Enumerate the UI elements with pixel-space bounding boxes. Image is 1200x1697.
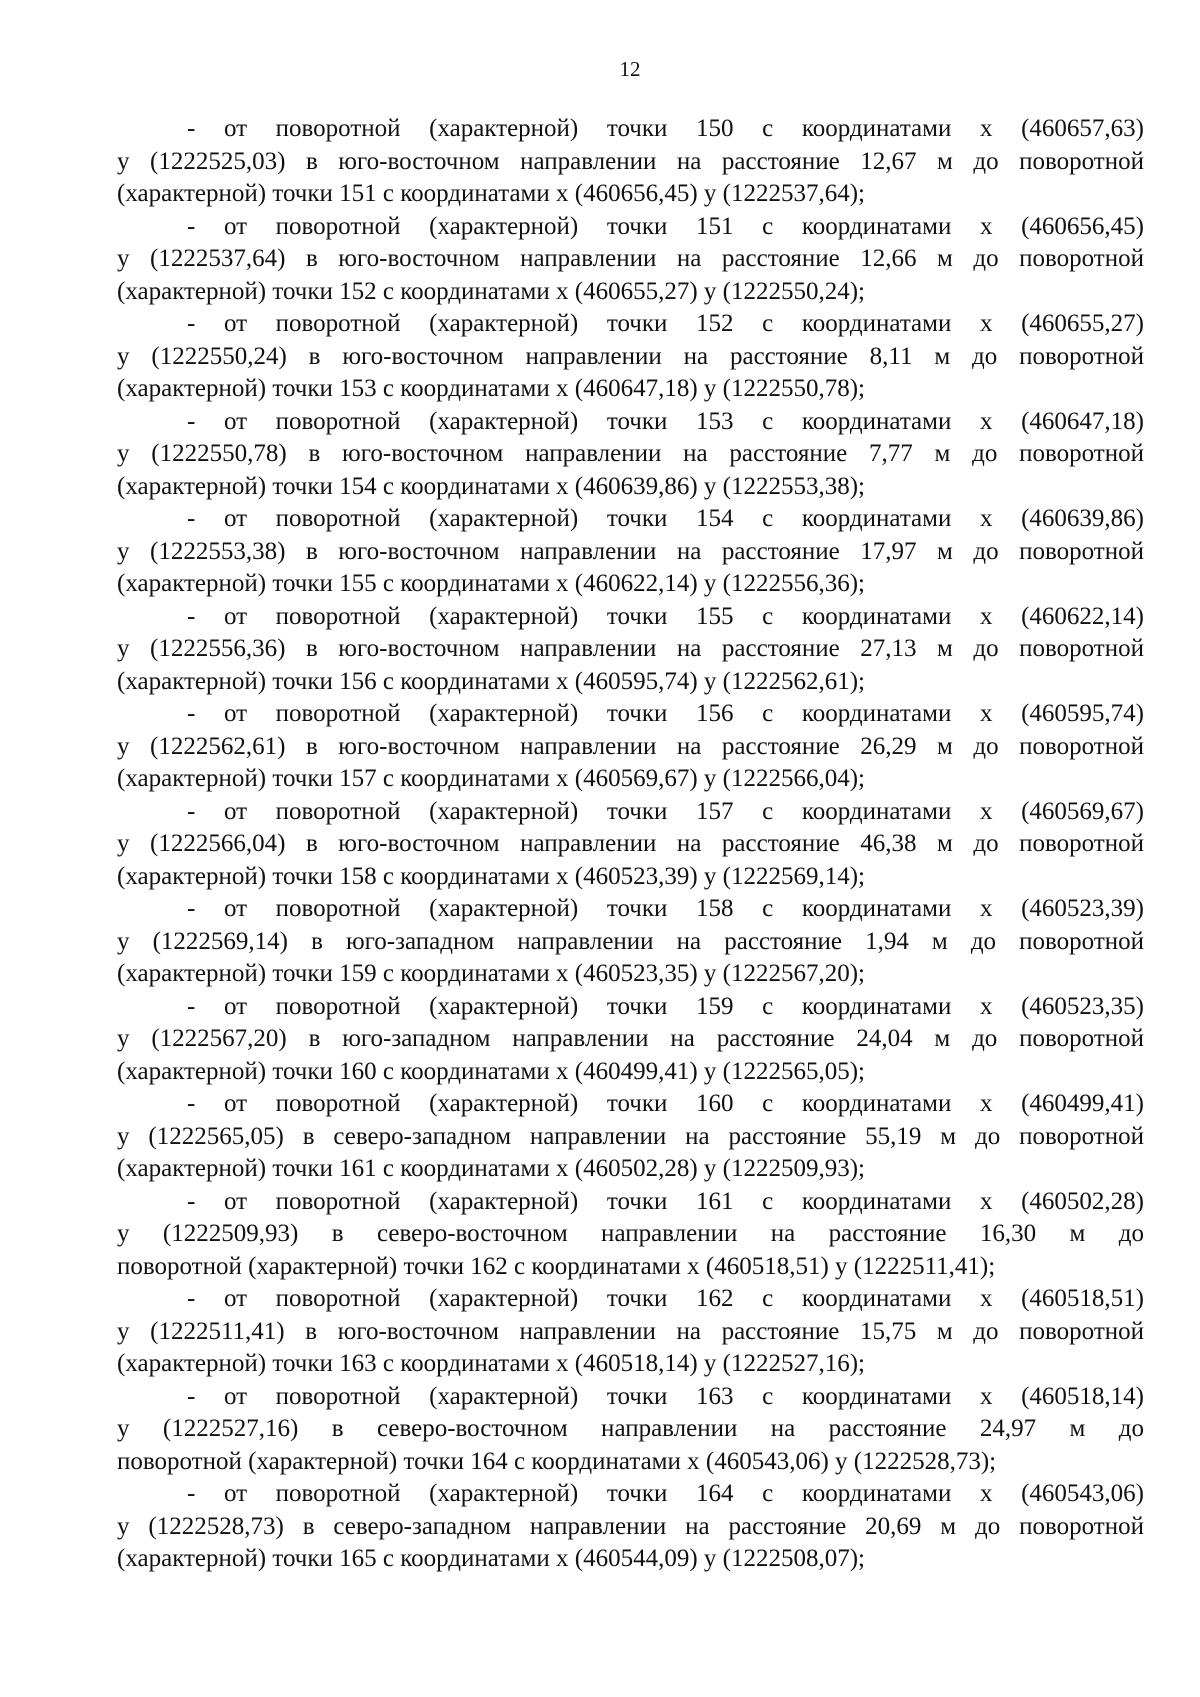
paragraph-line: (характерной) точки 154 с координатами х (460639,86) у (1222553,38);	[117, 472, 865, 500]
paragraph	[117, 211, 1144, 309]
paragraph-line: у (1222528,73) в северо-западном направлении на расстояние 20,69 м до поворотной	[117, 1512, 1144, 1540]
paragraph-line: - от поворотной (характерной) точки 150 с координатами х (460657,63)	[187, 115, 1144, 142]
paragraph-line: у (1222567,20) в юго-западном направлении на расстояние 24,04 м до поворотной	[117, 1025, 1144, 1052]
page-number: 12	[619, 57, 641, 81]
paragraph	[117, 796, 1144, 894]
paragraph-line: - от поворотной (характерной) точки 155 с координатами х (460622,14)	[187, 602, 1144, 630]
paragraph	[117, 601, 1144, 699]
paragraph-line: (характерной) точки 159 с координатами х (460523,35) у (1222567,20);	[117, 960, 865, 987]
paragraph-line: у (1222509,93) в северо-восточном направлении на расстояние 16,30 м до	[117, 1220, 1144, 1247]
paragraph-line: у (1222565,05) в северо-западном направлении на расстояние 55,19 м до поворотной	[117, 1122, 1144, 1150]
paragraph-line: (характерной) точки 153 с координатами х (460647,18) у (1222550,78);	[117, 375, 865, 402]
paragraph-line: (характерной) точки 165 с координатами х (460544,09) у (1222508,07);	[117, 1545, 865, 1572]
paragraph-line: у (1222511,41) в юго-восточном направлении на расстояние 15,75 м до поворотной	[117, 1317, 1144, 1345]
paragraph-line: у (1222556,36) в юго-восточном направлении на расстояние 27,13 м до поворотной	[117, 635, 1144, 662]
paragraph-line: - от поворотной (характерной) точки 161 с координатами х (460502,28)	[187, 1187, 1144, 1215]
paragraph	[117, 893, 1144, 991]
paragraph-line: (характерной) точки 158 с координатами х (460523,39) у (1222569,14);	[117, 862, 865, 890]
paragraph	[117, 698, 1144, 796]
paragraph	[117, 1186, 1144, 1284]
paragraph-line: (характерной) точки 161 с координатами х (460502,28) у (1222509,93);	[117, 1155, 865, 1182]
paragraph-line: (характерной) точки 156 с координатами х (460595,74) у (1222562,61);	[117, 667, 865, 695]
paragraph	[117, 1478, 1144, 1576]
paragraph-line: - от поворотной (характерной) точки 162 с координатами х (460518,51)	[187, 1285, 1144, 1312]
paragraph-line: у (1222525,03) в юго-восточном направлении на расстояние 12,67 м до поворотной	[117, 147, 1144, 175]
paragraph	[117, 991, 1144, 1089]
paragraph-line: (характерной) точки 160 с координатами х (460499,41) у (1222565,05);	[117, 1057, 865, 1085]
paragraph-line: - от поворотной (характерной) точки 154 с координатами х (460639,86)	[187, 505, 1144, 532]
paragraph-line: (характерной) точки 157 с координатами х (460569,67) у (1222566,04);	[117, 765, 865, 792]
paragraph-line: у (1222553,38) в юго-восточном направлении на расстояние 17,97 м до поворотной	[117, 537, 1144, 565]
document-body	[117, 113, 1144, 1576]
paragraph-line: (характерной) точки 163 с координатами х (460518,14) у (1222527,16);	[117, 1350, 865, 1377]
paragraph-line: - от поворотной (характерной) точки 160 с координатами х (460499,41)	[187, 1090, 1144, 1117]
paragraph-line: (характерной) точки 152 с координатами х (460655,27) у (1222550,24);	[117, 277, 865, 305]
paragraph	[117, 503, 1144, 601]
paragraph-line: поворотной (характерной) точки 164 с координатами х (460543,06) у (1222528,73);	[117, 1447, 997, 1475]
paragraph	[117, 1088, 1144, 1186]
paragraph-line: - от поворотной (характерной) точки 163 с координатами х (460518,14)	[187, 1382, 1144, 1410]
paragraph	[117, 406, 1144, 504]
paragraph-line: у (1222550,24) в юго-восточном направлении на расстояние 8,11 м до поворотной	[117, 342, 1144, 370]
paragraph-line: у (1222562,61) в юго-восточном направлении на расстояние 26,29 м до поворотной	[117, 732, 1144, 760]
paragraph-line: у (1222566,04) в юго-восточном направлении на расстояние 46,38 м до поворотной	[117, 830, 1144, 857]
paragraph-line: у (1222550,78) в юго-восточном направлении на расстояние 7,77 м до поворотной	[117, 440, 1144, 467]
paragraph-line: - от поворотной (характерной) точки 151 с координатами х (460656,45)	[187, 212, 1144, 240]
paragraph-line: - от поворотной (характерной) точки 164 с координатами х (460543,06)	[187, 1480, 1144, 1507]
paragraph-line: - от поворотной (характерной) точки 157 с координатами х (460569,67)	[187, 797, 1144, 825]
paragraph	[117, 1283, 1144, 1381]
paragraph	[117, 1381, 1144, 1479]
paragraph-line: (характерной) точки 155 с координатами х (460622,14) у (1222556,36);	[117, 570, 865, 597]
paragraph-line: у (1222527,16) в северо-восточном направлении на расстояние 24,97 м до	[117, 1415, 1144, 1442]
paragraph-line: поворотной (характерной) точки 162 с координатами х (460518,51) у (1222511,41);	[117, 1252, 996, 1280]
paragraph-line: у (1222569,14) в юго-западном направлении на расстояние 1,94 м до поворотной	[117, 927, 1144, 955]
paragraph	[117, 308, 1144, 406]
paragraph-line: - от поворотной (характерной) точки 156 с координатами х (460595,74)	[187, 700, 1144, 727]
paragraph-line: (характерной) точки 151 с координатами х (460656,45) у (1222537,64);	[117, 180, 865, 207]
paragraph-line: - от поворотной (характерной) точки 158 с координатами х (460523,39)	[187, 895, 1144, 922]
paragraph-line: - от поворотной (характерной) точки 159 с координатами х (460523,35)	[187, 992, 1144, 1020]
paragraph-line: - от поворотной (характерной) точки 153 с координатами х (460647,18)	[187, 407, 1144, 435]
paragraph	[117, 113, 1144, 211]
paragraph-line: у (1222537,64) в юго-восточном направлении на расстояние 12,66 м до поворотной	[117, 245, 1144, 272]
paragraph-line: - от поворотной (характерной) точки 152 с координатами х (460655,27)	[187, 310, 1144, 337]
